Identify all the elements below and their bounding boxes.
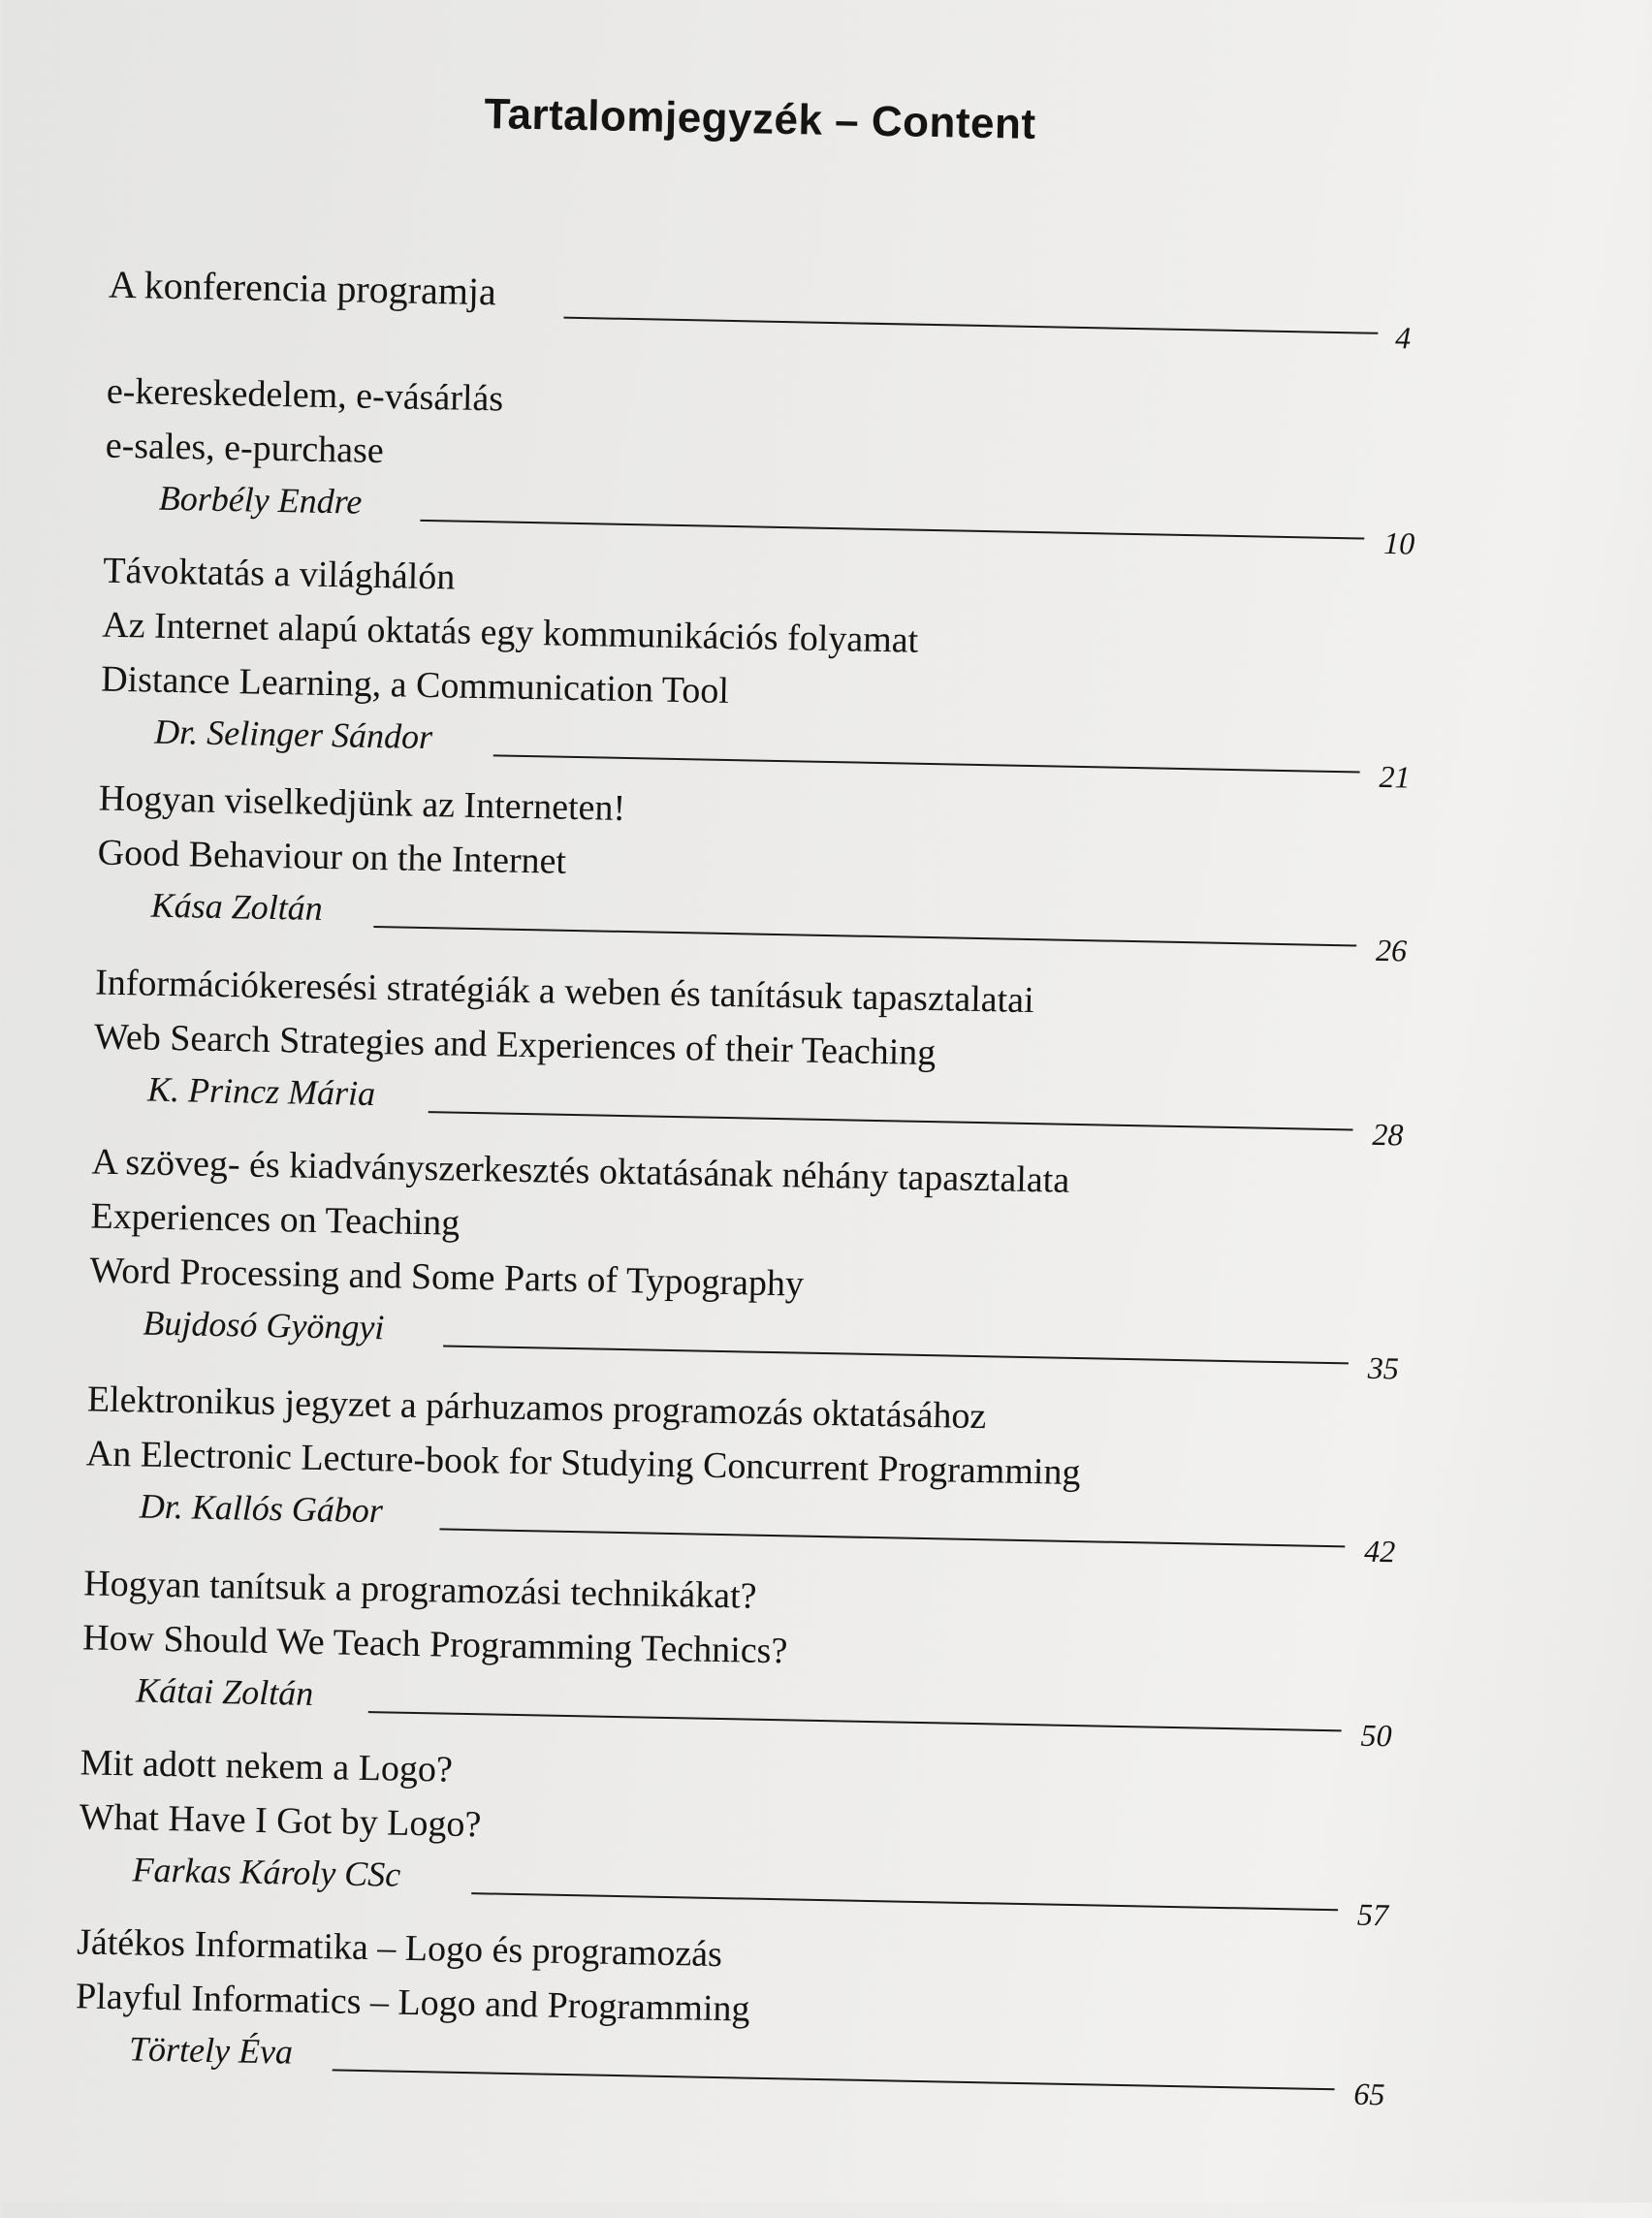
toc-entry-title-line: A szöveg- és kiadványszerkesztés oktatásának néhány tapasztalata	[91, 1141, 1070, 1201]
toc-entry-title-line: e-sales, e-purchase	[105, 425, 385, 472]
dotted-leader	[563, 317, 1378, 334]
author-name: Dr. Kallós Gábor	[139, 1486, 384, 1531]
toc-entry-title-line: Distance Learning, a Communication Tool	[100, 658, 730, 712]
dotted-leader	[333, 2069, 1335, 2090]
author-name: Bujdosó Gyöngyi	[143, 1303, 385, 1347]
dotted-leader	[443, 1345, 1349, 1364]
author-name: K. Princz Mária	[146, 1069, 376, 1114]
dotted-leader	[493, 754, 1360, 773]
toc-entry-title-line: Mit adott nekem a Logo?	[79, 1742, 454, 1790]
page-number: 65	[1353, 2075, 1385, 2112]
toc-first-row	[108, 258, 1412, 356]
toc-entry-title-line: Játékos Informatika – Logo és programozás	[76, 1921, 723, 1976]
author-name: Dr. Selinger Sándor	[153, 712, 433, 757]
toc-entry-title-line: What Have I Got by Logo?	[79, 1796, 482, 1846]
toc-entry-title-line: Good Behaviour on the Internet	[97, 832, 567, 882]
author-name: Kátai Zoltán	[135, 1670, 314, 1713]
toc-entry	[84, 1372, 1396, 1569]
page-number: 21	[1379, 758, 1411, 795]
author-name: Farkas Károly CSc	[132, 1850, 401, 1894]
toc-entry	[81, 1556, 1392, 1754]
toc-entry-title: A konferencia programja	[108, 262, 497, 314]
toc-entry-title-line: How Should We Teach Programming Technics?	[81, 1617, 788, 1672]
dotted-leader	[420, 520, 1364, 540]
toc-entry-title-line: e-kereskedelem, e-vásárlás	[106, 370, 504, 420]
page-number: 50	[1360, 1717, 1392, 1754]
toc-entry	[78, 1735, 1389, 1933]
page-number: 26	[1375, 932, 1408, 968]
toc-entry-program	[108, 258, 1412, 356]
toc-entry-title-line: Az Internet alapú oktatás egy kommunikációs folyamat	[101, 604, 919, 661]
page-title: Tartalomjegyzék – Content	[484, 90, 1036, 148]
page-number: 57	[1356, 1896, 1389, 1933]
toc-entry-title-line: Web Search Strategies and Experiences of their Teaching	[93, 1016, 937, 1074]
dotted-leader	[368, 1711, 1342, 1731]
toc-entry-title-line: Experiences on Teaching	[90, 1195, 461, 1244]
toc-entry-title-line: Playful Informatics – Logo and Programming	[75, 1976, 750, 2030]
toc-entry	[104, 364, 1415, 561]
dotted-leader	[429, 1111, 1353, 1130]
toc-entry	[88, 1134, 1400, 1386]
dotted-leader	[373, 926, 1356, 946]
page-number: 28	[1372, 1116, 1404, 1153]
toc-entry-title-line: Hogyan viselkedjünk az Interneten!	[98, 777, 626, 829]
page-number: 42	[1363, 1533, 1396, 1569]
author-name: Borbély Endre	[158, 478, 363, 522]
author-name: Kása Zoltán	[150, 885, 324, 928]
toc-entry-title-line: Távoktatás a világhálón	[102, 550, 456, 598]
toc-entry	[93, 956, 1404, 1153]
toc-entry	[100, 544, 1411, 795]
author-name: Törtely Éva	[128, 2029, 294, 2072]
page-number: 4	[1394, 320, 1412, 356]
toc-entry-title-line: An Electronic Lecture-book for Studying Concurrent Programming	[85, 1433, 1081, 1494]
toc-entry-title-line: Hogyan tanítsuk a programozási technikákat?	[82, 1563, 757, 1617]
toc-entry-title-line: Információkeresési stratégiák a weben és tanításuk tapasztalatai	[94, 962, 1035, 1022]
page-number: 35	[1367, 1349, 1400, 1386]
toc-entry-title-line: Word Processing and Some Parts of Typography	[89, 1250, 805, 1305]
dotted-leader	[471, 1892, 1338, 1911]
dotted-leader	[439, 1528, 1345, 1547]
toc-entry	[75, 1915, 1385, 2112]
page-number: 10	[1382, 524, 1415, 561]
toc-entry-title-line: Elektronikus jegyzet a párhuzamos programozás oktatásához	[86, 1378, 987, 1438]
